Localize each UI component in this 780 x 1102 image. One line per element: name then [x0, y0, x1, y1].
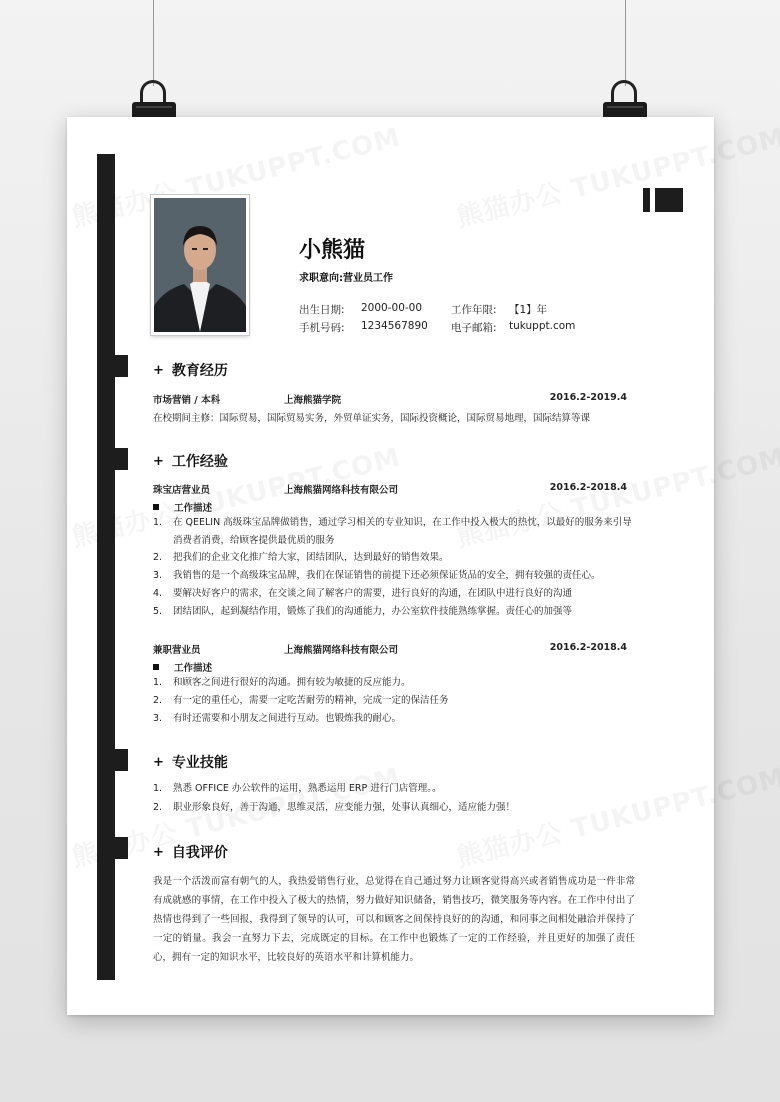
- sidebar-bar: [97, 154, 115, 980]
- plus-icon: +: [153, 754, 164, 770]
- profile-photo: [151, 195, 249, 335]
- intent-value: 营业员工作: [343, 273, 393, 284]
- education-heading: [153, 360, 228, 380]
- phone-value: 1234567890: [361, 320, 428, 332]
- corner-decoration: [643, 188, 683, 212]
- job-item: 5. 团结团队，起到凝结作用，锻炼了我们的沟通能力，办公室软件技能熟练掌握。责任心的加强等: [153, 606, 573, 617]
- plus-icon: +: [153, 844, 164, 860]
- job-period: 2016.2-2018.4: [549, 642, 627, 653]
- job-intent: [299, 269, 393, 284]
- sidebar-tab: [115, 448, 128, 470]
- education-school: 上海熊猫学院: [284, 395, 342, 406]
- work-heading: [153, 451, 228, 471]
- job-role: 兼职营业员: [153, 645, 201, 656]
- job-company: 上海熊猫网络科技有限公司: [284, 485, 399, 496]
- job-item: 1. 在 QEELIN 高级珠宝品牌做销售，通过学习相关的专业知识，在工作中投入极大的热忱，以最好的服务来引导消费者消费，给顾客提供最优质的服务: [153, 517, 632, 546]
- phone-label: 手机号码:: [299, 322, 345, 334]
- sidebar-tab: [115, 837, 128, 859]
- skills-heading: [153, 752, 228, 772]
- education-courses: 在校期间主修：国际贸易，国际贸易实务，外贸单证实务，国际投资概论，国际贸易地理，国际结算等课: [153, 413, 591, 424]
- plus-icon: +: [153, 362, 164, 378]
- job-item: 4. 要解决好客户的需求，在交谈之间了解客户的需要，进行良好的沟通，在团队中进行良好的沟通: [153, 588, 573, 599]
- square-bullet-icon: [153, 504, 159, 510]
- work-title: 工作经验: [171, 454, 228, 470]
- job-period: 2016.2-2018.4: [549, 482, 627, 493]
- education-major: 市场营销 / 本科: [153, 395, 221, 406]
- skill-item: 1. 熟悉 OFFICE 办公软件的运用，熟悉运用 ERP 进行门店管理。。: [153, 783, 442, 794]
- job-item: 2. 把我们的企业文化推广给大家，团结团队，达到最好的销售效果。: [153, 552, 449, 563]
- years-label: 工作年限:: [451, 304, 497, 316]
- job-desc-label: 工作描述: [153, 500, 212, 514]
- skill-item: 2. 职业形象良好，善于沟通，思维灵活，应变能力强，处事认真细心，适应能力强！: [153, 802, 516, 813]
- intent-label: 求职意向:: [299, 273, 343, 284]
- hanging-string: [153, 0, 154, 86]
- job-company: 上海熊猫网络科技有限公司: [284, 645, 399, 656]
- hanging-string: [625, 0, 626, 86]
- education-title: 教育经历: [171, 363, 228, 379]
- birth-label: 出生日期:: [299, 304, 345, 316]
- plus-icon: +: [153, 453, 164, 469]
- job-item: 2. 有一定的重任心，需要一定吃苦耐劳的精神，完成一定的保洁任务: [153, 695, 449, 706]
- sidebar-tab: [115, 355, 128, 377]
- job-item: 1. 和顾客之间进行很好的沟通。拥有较为敏捷的反应能力。: [153, 677, 411, 688]
- self-eval-text: 我是一个活泼而富有朝气的人，我热爱销售行业，总觉得在自己通过努力让顾客觉得高兴或者销售成功是一件非常有成就感的事情，在工作中投入了极大的热情，努力做好知识储备，销售技巧，微笑服务等内容。在工作中付出了热情也得到了一些回报，我得到了领导的认可，可以和顾客之间保持良好的的沟通，和同事之间相处融洽并保持了一定的销量。我会一直努力下去，完成既定的目标。在工作中也锻炼了一定的工作经验，并且更好的加强了责任心，拥有一定的知识水平，比较良好的英语水平和计算机能力。: [153, 876, 635, 963]
- job-desc-label: 工作描述: [153, 660, 212, 674]
- skills-title: 专业技能: [171, 755, 228, 771]
- job-item: 3. 我销售的是一个高级珠宝品牌，我们在保证销售的前提下还必须保证货品的安全，拥有较强的责任心。: [153, 570, 601, 581]
- self-eval-heading: [153, 842, 228, 862]
- candidate-name: 小熊猫: [299, 238, 366, 263]
- job-role: 珠宝店营业员: [153, 485, 211, 496]
- email-label: 电子邮箱:: [451, 322, 497, 334]
- birth-value: 2000-00-00: [361, 302, 423, 314]
- self-eval-title: 自我评价: [171, 845, 228, 861]
- education-period: 2016.2-2019.4: [549, 392, 627, 403]
- sidebar-tab: [115, 749, 128, 771]
- years-value: 【1】年: [509, 304, 548, 316]
- job-item: 3. 有时还需要和小朋友之间进行互动。也锻炼我的耐心。: [153, 713, 402, 724]
- resume-page: [67, 117, 714, 1015]
- square-bullet-icon: [153, 664, 159, 670]
- email-value: tukuppt.com: [509, 320, 576, 332]
